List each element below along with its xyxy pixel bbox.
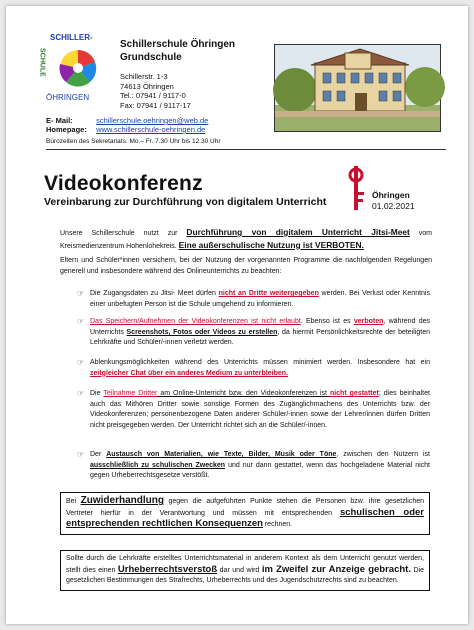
rule-text: , zwischen den Nutzern ist <box>336 451 430 458</box>
rule-emphasis: Screenshots, Fotos oder Videos zu erstellen <box>126 328 278 336</box>
lead-paragraph: Eltern und Schüler*innen versichern, bei der Nutzung der vorgenannten Programme die nachfolgenden Regelungen generell und insbesondere während des Onlineunterrichts zu beachten: <box>60 257 432 275</box>
page-subtitle: Vereinbarung zur Durchführung von digitalem Unterricht <box>44 196 327 208</box>
consequences-box <box>60 492 430 535</box>
rule-emphasis: Austausch von Materialien, wie Texte, Bilder, Musik oder Töne <box>106 451 337 458</box>
pointing-hand-icon: ☞ <box>77 289 85 298</box>
school-logo <box>40 32 110 104</box>
rule-emphasis: ausschließlich zu schulischen Zwecken <box>90 461 226 469</box>
svg-text:SCHILLER-: SCHILLER- <box>50 33 93 42</box>
rule-emphasis: zeitgleicher Chat über ein anderes Medium zu unterbleiben. <box>90 369 288 377</box>
street: Schillerstr. 1-3 <box>120 72 168 81</box>
intro-text-1: Unsere Schillerschule nutzt zur <box>60 230 187 237</box>
pointing-hand-icon: ☞ <box>77 389 85 398</box>
office-hours: Bürozeiten des Sekretariats: Mo.– Fr. 7.30 Uhr bis 12.30 Uhr <box>46 138 221 145</box>
rule-item <box>77 317 430 349</box>
key-seal-icon <box>346 166 366 210</box>
rule-emphasis: verboten <box>353 318 384 325</box>
school-name-line2: Grundschule <box>120 52 182 63</box>
box-text: Sollte durch die Lehrkräfte erstelltes Unterrichtsmaterial in anderem Kontext als dem Unterricht genutzt werden, stellt dies einen <box>66 555 424 574</box>
rule-text: , da hiermit Persönlichkeitsrechte der beteiligten Lehrkräfte und Schüler/-innen verletzt werden. <box>90 328 430 347</box>
rule-text: Ablenkungsmöglichkeiten während des Unterrichts müssen minimiert werden. Insbesondere hat ein <box>90 359 430 366</box>
school-building-image <box>274 44 441 132</box>
school-address <box>120 72 270 110</box>
homepage-row <box>46 125 208 134</box>
school-name-line1: Schillerschule Öhringen <box>120 39 236 50</box>
box-emphasis: Urheberrechtsverstoß <box>117 563 218 575</box>
rule-item <box>77 289 430 310</box>
intro-paragraph <box>60 227 432 252</box>
copyright-box <box>60 550 430 591</box>
rule-emphasis: nicht an Dritte weitergegeben <box>218 290 319 297</box>
phone: Tel.: 07941 / 9117-0 <box>120 91 186 100</box>
pointing-hand-icon: ☞ <box>77 450 85 459</box>
box-emphasis: schulischen oder entsprechenden rechtlichen Konsequenzen <box>66 506 424 530</box>
rule-text: , während des Unterrichts <box>90 318 430 336</box>
homepage-label: Homepage: <box>46 125 87 134</box>
pointing-hand-icon: ☞ <box>77 358 85 367</box>
intro-emphasis-2: Eine außerschulische Nutzung ist VERBOTEN. <box>178 239 364 250</box>
page-title: Videokonferenz <box>44 172 203 195</box>
homepage-link[interactable]: www.schillerschule-oehringen.de <box>96 125 206 134</box>
rule-emphasis: Teilnahme Dritter <box>103 390 158 397</box>
rule-emphasis: Das Speichern/Aufnehmen der Videokonferenzen ist nicht erlaubt <box>90 318 301 325</box>
box-emphasis: Zuwiderhandlung <box>80 495 164 506</box>
document-page <box>6 6 468 624</box>
box-text: Bei <box>66 498 81 505</box>
rule-emphasis: nicht gestattet <box>329 390 379 397</box>
fax: Fax: 07941 / 9117-17 <box>120 100 191 110</box>
box-text: gegen die aufgeführten Punkte stehen die Personen bzw. ihre gesetzlichen Vertreter hierfür in der Verantwortung und müssen mit entsprechenden <box>66 498 424 517</box>
rule-item <box>77 358 430 379</box>
rule-item <box>77 389 430 431</box>
svg-text:ÖHRINGEN: ÖHRINGEN <box>46 93 90 102</box>
rule-text: werden. Bei Verlust oder Kenntnis einer unbefugten Person ist die Schule umgehend zu informieren. <box>90 290 430 308</box>
pointing-hand-icon: ☞ <box>77 317 85 326</box>
place: Öhringen <box>372 190 410 200</box>
rule-item <box>77 450 430 482</box>
box-text: dar und wird <box>217 566 262 574</box>
city: 74613 Öhringen <box>120 81 174 91</box>
rule-text: ; dies beinhaltet auch das Mithören Dritter sowie sonstige Formen des Zugänglichmachens des Unterrichts bzw. der Videokonferenzen; personenbezogene Daten anderer Schüler/-innen sowie der Lehrer/innen dürfen Dritten nicht preisgegeben werden. Der Unterricht richtet sich an die Schüler/-innen. <box>90 390 430 429</box>
rule-text: Die <box>90 390 104 397</box>
rule-text: Die Zugangsdaten zu Jitsi- Meet dürfen <box>90 290 219 297</box>
rule-text: Der <box>90 451 107 458</box>
rule-text: und nur dann gestattet, wenn das hochgeladene Material nicht gegen Urheberrechtsgesetze verstößt. <box>90 461 430 480</box>
intro-emphasis-1: Durchführung von digitalem Unterricht Jitsi-Meet <box>186 227 410 237</box>
header-divider <box>46 149 446 150</box>
svg-text:SCHULE: SCHULE <box>38 48 46 77</box>
rule-text: . Ebenso ist es <box>300 318 354 325</box>
box-text: rechnen. <box>262 521 293 529</box>
rule-text: am Online-Unterricht bzw. den Videokonferenzen ist <box>157 390 330 397</box>
email-row <box>46 116 208 125</box>
intro-text-2: vom Kreismedienzentrum Hohenlohekreis. <box>60 230 433 250</box>
box-emphasis: im Zweifel zur Anzeige gebracht. <box>261 563 411 575</box>
school-name <box>120 38 260 64</box>
contact-block <box>46 116 208 134</box>
email-label: E- Mail: <box>46 116 73 125</box>
date: 01.02.2021 <box>372 201 415 211</box>
box-text: Die gesetzlichen Bestimmungen des Strafrechts, Urheberrechts und des Jugendschutzrechts sind zu beachten. <box>66 566 424 585</box>
email-link[interactable]: schillerschule.oehringen@web.de <box>96 116 209 125</box>
